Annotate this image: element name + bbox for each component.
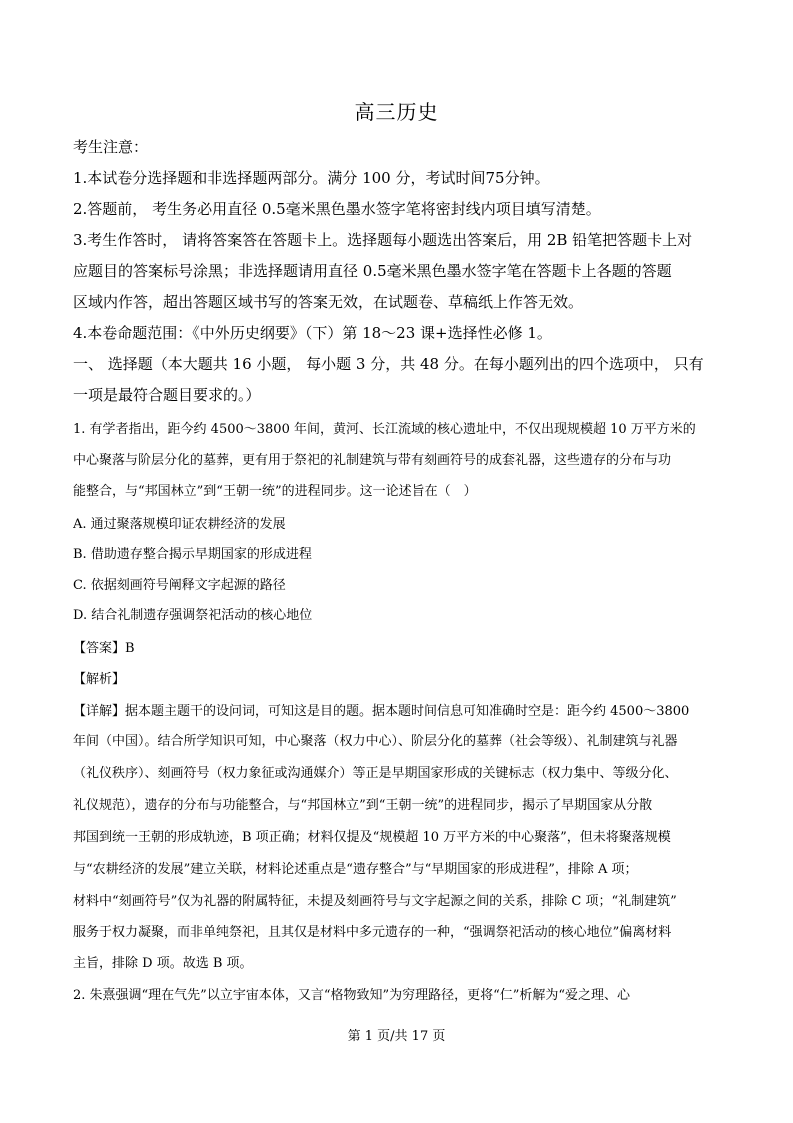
explanation-line: 材料中“刻画符号”仅为礼器的附属特征，未提及刻画符号与文字起源之间的关系，排除 C 项；“礼制建筑”	[73, 894, 677, 909]
explanation-line: 服务于权力凝聚，而非单纯祭祀，且其仅是材料中多元遗存的一种，“强调祭祀活动的核心地位”偏离材料	[73, 925, 672, 940]
question-stem: 2. 朱熹强调“理在气先”以立宇宙本体，又言“格物致知”为穷理路径，更将“仁”析解为“爱之理、心	[73, 988, 631, 1003]
explanation-line: （礼仪秩序）、刻画符号（权力象征或沟通媒介）等正是早期国家形成的关键标志（权力集中、等级分化、	[73, 766, 678, 781]
option-d: D. 结合礼制遗存强调祭祀活动的核心地位	[73, 608, 313, 623]
explanation-line: 年间（中国）。结合所学知识可知，中心聚落（权力中心）、阶层分化的墓葬（社会等级）、礼制建筑与礼器	[73, 734, 678, 749]
notice-heading: 考生注意：	[73, 138, 149, 156]
page-footer: 第 1 页/共 17 页	[347, 1029, 446, 1044]
section-heading: 一项是最符合题目要求的。）	[73, 386, 261, 404]
option-b: B. 借助遗存整合揭示早期国家的形成进程	[73, 547, 312, 562]
page-title: 高三历史	[354, 100, 439, 124]
question-stem: 1. 有学者指出，距今约 4500～3800 年间，黄河、长江流域的核心遗址中，不仅出现规模超 10 万平方米的	[73, 422, 696, 437]
explanation-line: 邦国到统一王朝的形成轨迹，B 项正确；材料仅提及“规模超 10 万平方米的中心聚落”，但未将聚落规模	[73, 830, 671, 845]
explanation-line: 主旨，排除 D 项。故选 B 项。	[73, 956, 253, 971]
option-a: A. 通过聚落规模印证农耕经济的发展	[73, 517, 286, 532]
question-stem: 能整合，与“邦国林立”到“王朝一统”的进程同步。这一论述旨在（ ）	[73, 484, 477, 499]
notice-line: 1.本试卷分选择题和非选择题两部分。满分 100 分，考试时间75分钟。	[73, 169, 550, 187]
analysis-label: 【解析】	[73, 672, 126, 687]
notice-line: 3.考生作答时， 请将答案答在答题卡上。选择题每小题选出答案后，用 2B 铅笔把答题卡上对	[73, 231, 693, 249]
explanation-line: 【详解】据本题主题干的设问词，可知这是目的题。据本题时间信息可知准确时空是：距今约 4500～3800	[73, 704, 690, 719]
explanation-line: 与“农耕经济的发展”建立关联，材料论述重点是“遗存整合”与“早期国家的形成进程”，排除 A 项；	[73, 862, 638, 877]
answer: 【答案】B	[73, 641, 135, 656]
notice-line: 2.答题前， 考生务必用直径 0.5毫米黑色墨水签字笔将密封线内项目填写清楚。	[73, 200, 601, 218]
question-stem: 中心聚落与阶层分化的墓葬，更有用于祭祀的礼制建筑与带有刻画符号的成套礼器，这些遗存的分布与功	[73, 453, 672, 468]
explanation-line: 礼仪规范），遗存的分布与功能整合，与“邦国林立”到“王朝一统”的进程同步，揭示了早期国家从分散	[73, 798, 653, 813]
section-heading: 一、 选择题（本大题共 16 小题， 每小题 3 分，共 48 分。在每小题列出的四个选项中， 只有	[73, 355, 704, 373]
notice-line: 应题目的答案标号涂黑；非选择题请用直径 0.5毫米黑色墨水签字笔在答题卡上各题的答题	[73, 262, 672, 280]
notice-line: 4.本卷命题范围：《中外历史纲要》（下）第 18～23 课+选择性必修 1。	[73, 324, 552, 342]
option-c: C. 依据刻画符号阐释文字起源的路径	[73, 578, 286, 593]
notice-line: 区域内作答，超出答题区域书写的答案无效，在试题卷、草稿纸上作答无效。	[73, 293, 584, 311]
